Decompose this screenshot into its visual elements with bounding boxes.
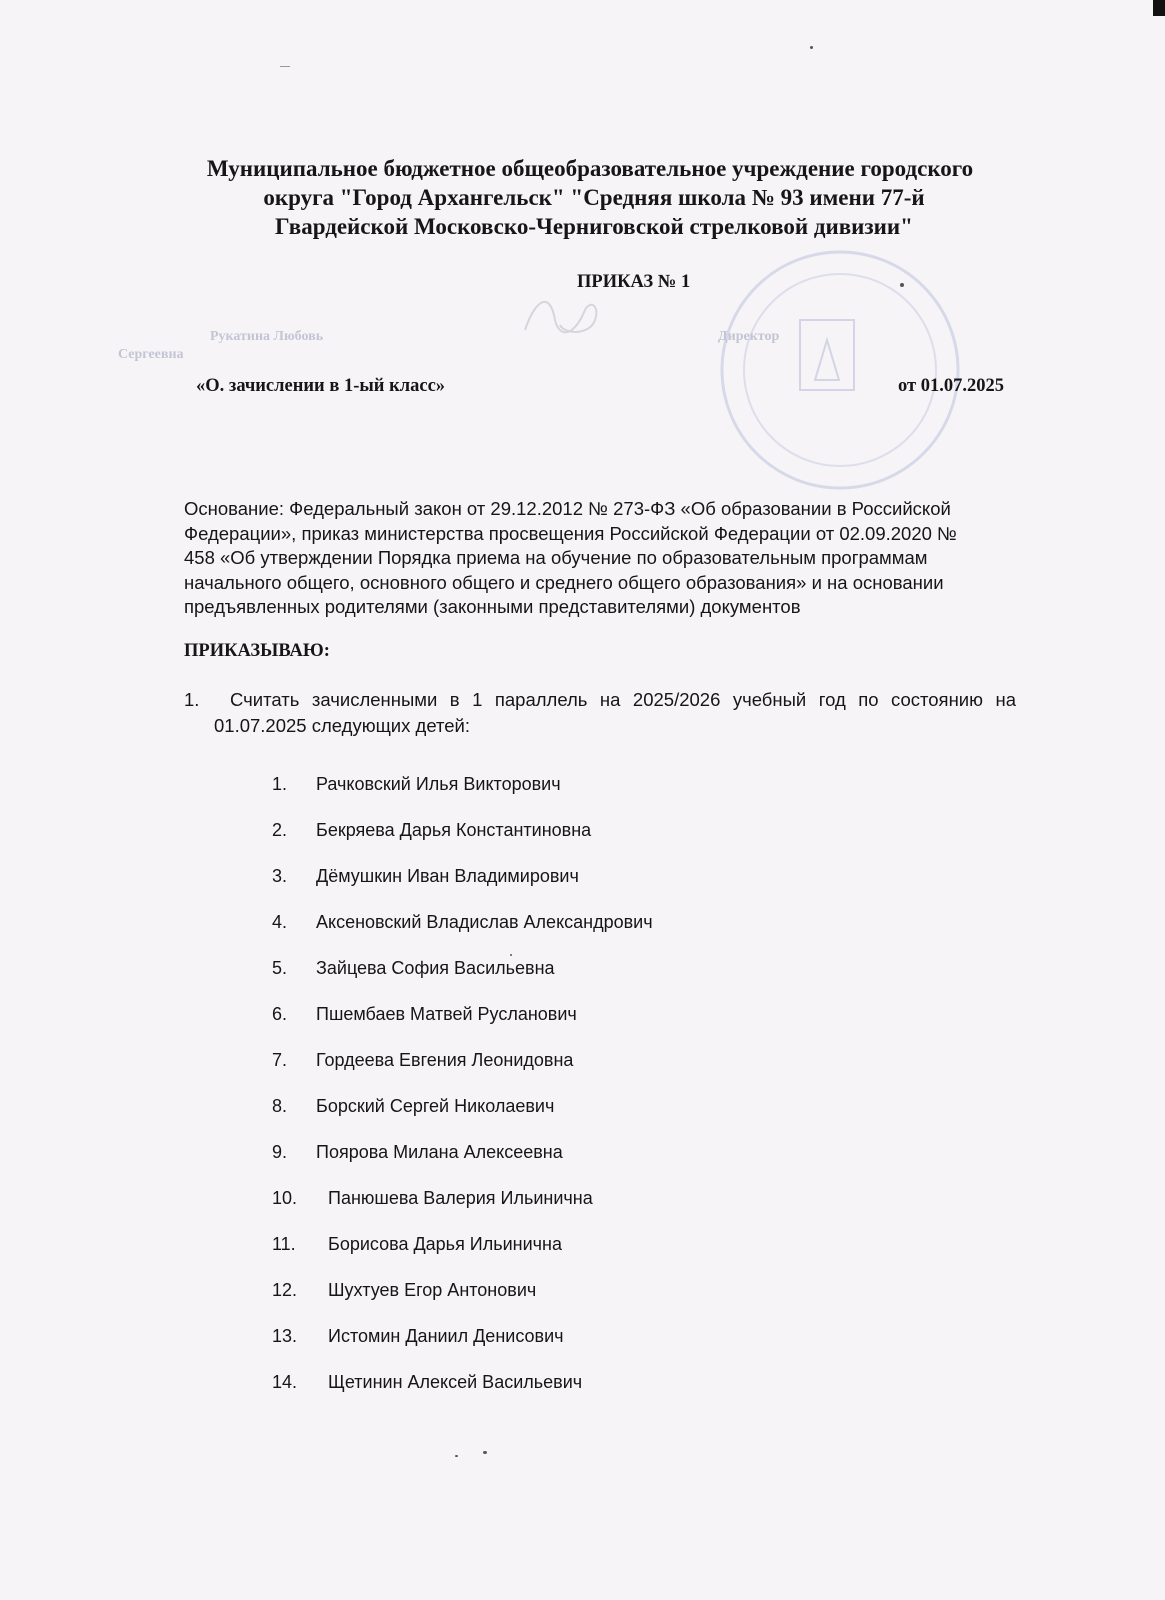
list-item — [272, 1187, 653, 1233]
item-number: 7. — [272, 1050, 288, 1070]
header-line: Муниципальное бюджетное общеобразовательное учреждение городского — [206, 156, 974, 181]
order-title: ПРИКАЗ № 1 — [577, 272, 691, 292]
basis-line: Федерации», приказ министерства просвещения Российской Федерации от 02.09.2020 № — [184, 522, 957, 544]
student-list — [272, 773, 653, 1417]
student-name: Бекряева Дарья Константиновна — [316, 820, 592, 840]
order-subject: «О. зачислении в 1-ый класс» — [196, 376, 446, 396]
item-number: 6. — [272, 1004, 288, 1024]
clause-number: 1. — [184, 689, 200, 710]
list-item — [272, 911, 653, 957]
list-item — [272, 957, 653, 1003]
item-number: 8. — [272, 1096, 288, 1116]
scan-edge-mark — [1153, 0, 1165, 16]
decree-heading: ПРИКАЗЫВАЮ: — [184, 641, 330, 661]
basis-line: предъявленных родителями (законными представителями) документов — [184, 596, 801, 617]
item-number: 14. — [272, 1372, 298, 1392]
list-item — [272, 1325, 653, 1371]
list-item — [272, 1141, 653, 1187]
item-number: 13. — [272, 1326, 298, 1346]
item-number: 5. — [272, 958, 288, 978]
list-item — [272, 1003, 653, 1049]
item-number: 12. — [272, 1280, 298, 1300]
clause-text-line: 01.07.2025 следующих детей: — [214, 715, 471, 736]
order-date: от 01.07.2025 — [898, 376, 1004, 396]
item-number: 1. — [272, 774, 288, 794]
list-item — [272, 1279, 653, 1325]
student-name: Дёмушкин Иван Владимирович — [316, 866, 579, 886]
student-name: Зайцева София Васильевна — [316, 958, 555, 978]
item-number: 3. — [272, 866, 288, 886]
list-item — [272, 1233, 653, 1279]
student-name: Борисова Дарья Ильинична — [328, 1234, 563, 1254]
stamp-seal — [700, 240, 980, 490]
student-name: Панюшева Валерия Ильинична — [328, 1188, 593, 1208]
header-line: Гвардейской Московско-Черниговской стрелковой дивизии" — [275, 214, 913, 239]
student-name: Пшембаев Матвей Русланович — [316, 1004, 577, 1024]
student-name: Рачковский Илья Викторович — [316, 774, 561, 794]
basis-paragraph — [184, 497, 1044, 620]
scan-speck — [280, 66, 290, 67]
basis-line: 458 «Об утверждении Порядка приема на обучение по образовательным программам — [184, 547, 928, 568]
item-number: 4. — [272, 912, 288, 932]
institution-header — [120, 154, 1060, 241]
list-item — [272, 1095, 653, 1141]
list-item — [272, 865, 653, 911]
list-item — [272, 819, 653, 865]
show-through-text: Рукатина Любовь Сергеевна Директор — [118, 329, 780, 362]
scan-speck — [900, 283, 904, 287]
student-name: Борский Сергей Николаевич — [316, 1096, 555, 1116]
scan-speck — [455, 1455, 458, 1457]
student-name: Истомин Даниил Денисович — [328, 1326, 564, 1346]
item-number: 9. — [272, 1142, 288, 1162]
student-name: Аксеновский Владислав Александрович — [316, 912, 653, 932]
item-number: 10. — [272, 1188, 298, 1208]
scan-speck — [510, 954, 512, 956]
student-name: Поярова Милана Алексеевна — [316, 1142, 563, 1162]
scan-speck — [810, 46, 813, 49]
list-item — [272, 1049, 653, 1095]
list-item — [272, 773, 653, 819]
student-name: Щетинин Алексей Васильевич — [328, 1372, 583, 1392]
item-number: 2. — [272, 820, 288, 840]
scan-speck — [483, 1451, 487, 1454]
basis-line: начального общего, основного общего и среднего общего образования» и на основании — [184, 571, 944, 593]
student-name: Шухтуев Егор Антонович — [328, 1280, 537, 1300]
basis-line: Основание: Федеральный закон от 29.12.2012 № 273-ФЗ «Об образовании в Российской — [184, 498, 951, 519]
item-number: 11. — [272, 1234, 296, 1254]
header-line: округа "Город Архангельск" "Средняя школа № 93 имени 77-й — [263, 185, 925, 210]
clause-text-line: Считать зачисленными в 1 параллель на 2025/2026 учебный год по состоянию на — [230, 689, 1016, 710]
student-name: Гордеева Евгения Леонидовна — [316, 1050, 574, 1070]
list-item — [272, 1371, 653, 1417]
